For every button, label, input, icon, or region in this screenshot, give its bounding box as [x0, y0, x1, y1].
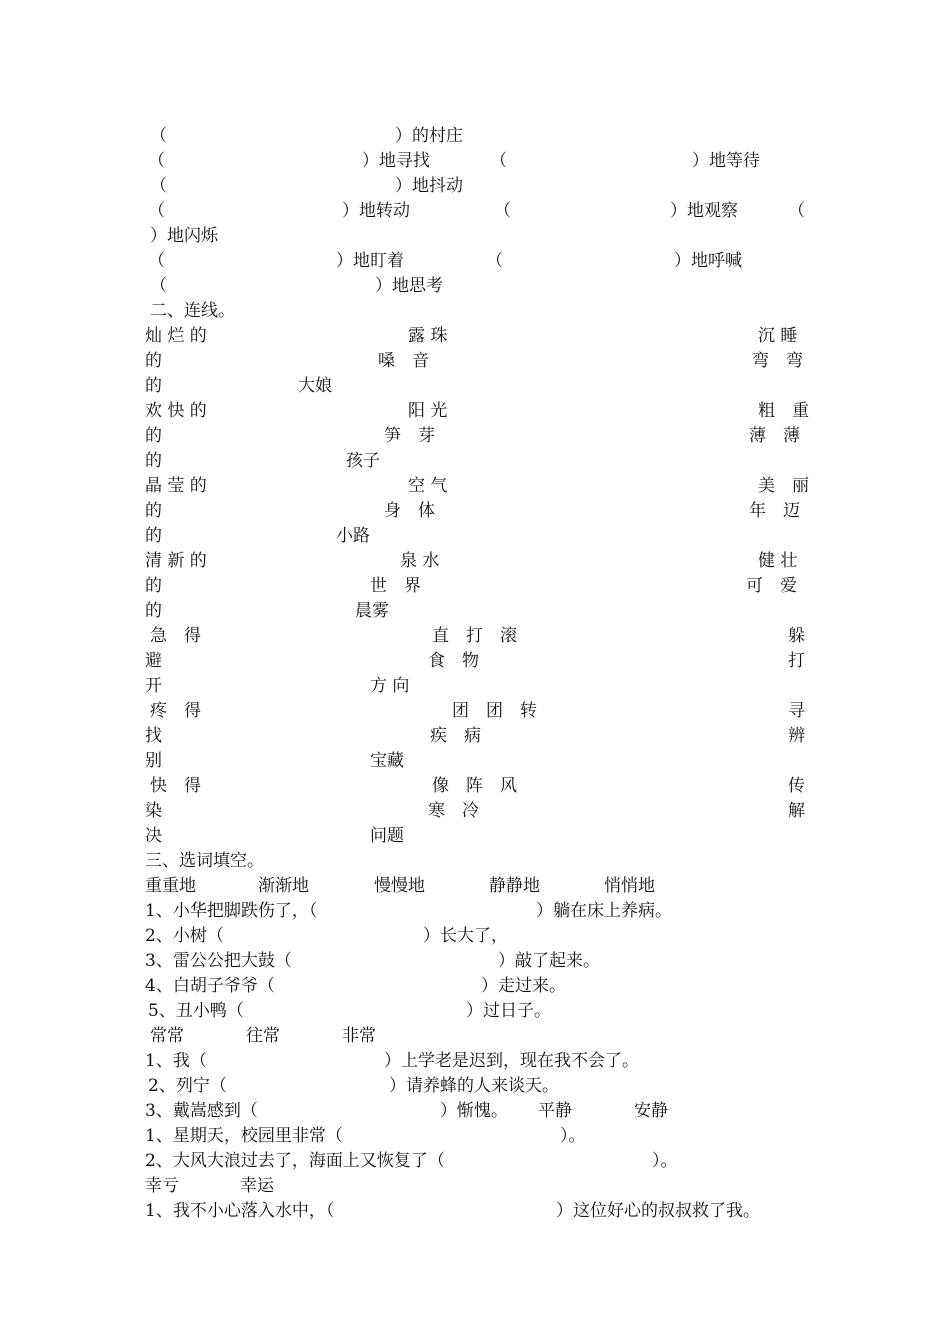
- match-left-item: 欢 快 的: [145, 401, 207, 421]
- section-heading: 三、选词填空。: [145, 851, 264, 871]
- match-middle-item: 露 珠: [408, 326, 448, 346]
- match-right-item: 粗 重: [758, 401, 809, 421]
- word-choice: 平静: [538, 1101, 572, 1121]
- fill-blank-open: （: [148, 201, 165, 221]
- match-left-item: 灿 烂 的: [145, 326, 207, 346]
- match-middle-item: 食 物: [428, 651, 479, 671]
- sentence-start: 1、我不小心落入水中，（: [145, 1201, 335, 1221]
- sentence-start: 1、我（: [145, 1051, 207, 1071]
- fill-blank-open: （: [150, 176, 167, 196]
- match-right-item: 薄 薄: [749, 426, 800, 446]
- sentence-start: 2、列宁（: [148, 1076, 227, 1096]
- fill-blank-open: （: [486, 251, 503, 271]
- fill-blank-close: ）地观察: [670, 201, 738, 221]
- match-left-item: 快 得: [150, 776, 201, 796]
- fill-blank-open: （: [148, 151, 165, 171]
- word-choice: 慢慢地: [374, 876, 425, 896]
- match-left-item: 的: [145, 576, 162, 596]
- match-middle-item: 团 团 转: [452, 701, 537, 721]
- fill-blank-open: （: [150, 126, 167, 146]
- section-heading: 二、连线。: [150, 301, 235, 321]
- match-middle-item: 晨雾: [355, 601, 389, 621]
- match-right-item: 传: [788, 776, 805, 796]
- sentence-end: ）惭愧。: [440, 1101, 508, 1121]
- match-left-item: 避: [145, 651, 162, 671]
- match-left-item: 找: [145, 726, 162, 746]
- fill-blank-close: ）的村庄: [395, 126, 463, 146]
- sentence-end: ）躺在床上养病。: [536, 901, 672, 921]
- match-left-item: 开: [145, 676, 162, 696]
- fill-blank-close: ）地呼喊: [674, 251, 742, 271]
- fill-blank-close: ）地思考: [375, 276, 443, 296]
- match-right-item: 辨: [788, 726, 805, 746]
- match-left-item: 急 得: [150, 626, 201, 646]
- match-left-item: 的: [145, 501, 162, 521]
- sentence-start: 2、大风大浪过去了，海面上又恢复了（: [145, 1151, 445, 1171]
- match-left-item: 的: [145, 376, 162, 396]
- word-choice: 悄悄地: [604, 876, 655, 896]
- word-choice: 幸亏: [145, 1176, 179, 1196]
- match-left-item: 决: [145, 826, 162, 846]
- sentence-end: ）。: [560, 1126, 586, 1146]
- match-right-item: 沉 睡: [758, 326, 798, 346]
- word-choice: 渐渐地: [258, 876, 309, 896]
- word-choice: 往常: [246, 1026, 280, 1046]
- sentence-end: ）过日子。: [466, 1001, 551, 1021]
- match-right-item: 可 爱: [746, 576, 797, 596]
- sentence-end: ）敲了起来。: [498, 951, 600, 971]
- match-middle-item: 方 向: [370, 676, 410, 696]
- match-right-item: 健 壮: [758, 551, 798, 571]
- match-left-item: 疼 得: [150, 701, 201, 721]
- match-left-item: 的: [145, 451, 162, 471]
- sentence-start: 1、小华把脚跌伤了，（: [145, 901, 318, 921]
- word-choice: 安静: [634, 1101, 668, 1121]
- sentence-start: 3、雷公公把大鼓（: [145, 951, 292, 971]
- fill-blank-open: （: [148, 251, 165, 271]
- word-choice: 非常: [342, 1026, 376, 1046]
- fill-blank-close: ）地闪烁: [150, 226, 218, 246]
- match-middle-item: 宝藏: [370, 751, 404, 771]
- match-middle-item: 空 气: [408, 476, 448, 496]
- match-middle-item: 阳 光: [408, 401, 448, 421]
- fill-blank-open: （: [788, 201, 805, 221]
- fill-blank-close: ）地等待: [692, 151, 760, 171]
- match-left-item: 清 新 的: [145, 551, 207, 571]
- sentence-end: ）走过来。: [481, 976, 566, 996]
- match-left-item: 的: [145, 526, 162, 546]
- match-middle-item: 直 打 滚: [432, 626, 517, 646]
- sentence-end: ）请养蜂的人来谈天。: [389, 1076, 559, 1096]
- match-left-item: 的: [145, 351, 162, 371]
- sentence-start: 4、白胡子爷爷（: [145, 976, 275, 996]
- match-right-item: 解: [788, 801, 805, 821]
- sentence-end: ）上学老是迟到，现在我不会了。: [384, 1051, 639, 1071]
- match-middle-item: 笋 芽: [384, 426, 435, 446]
- word-choice: 静静地: [489, 876, 540, 896]
- word-choice: 常常: [150, 1026, 184, 1046]
- fill-blank-open: （: [494, 201, 511, 221]
- sentence-start: 5、丑小鸭（: [148, 1001, 244, 1021]
- fill-blank-close: ）地盯着: [336, 251, 404, 271]
- word-choice: 重重地: [145, 876, 196, 896]
- match-left-item: 晶 莹 的: [145, 476, 207, 496]
- match-right-item: 弯 弯: [752, 351, 803, 371]
- word-choice: 幸运: [240, 1176, 274, 1196]
- match-middle-item: 像 阵 风: [432, 776, 517, 796]
- match-middle-item: 疾 病: [430, 726, 481, 746]
- sentence-start: 1、星期天，校园里非常（: [145, 1126, 343, 1146]
- fill-blank-close: ）地抖动: [395, 176, 463, 196]
- match-right-item: 躲: [788, 626, 805, 646]
- match-middle-item: 问题: [370, 826, 404, 846]
- match-middle-item: 身 体: [384, 501, 435, 521]
- match-left-item: 的: [145, 601, 162, 621]
- match-right-item: 年 迈: [749, 501, 800, 521]
- sentence-start: 2、小树（: [145, 926, 224, 946]
- fill-blank-close: ）地转动: [342, 201, 410, 221]
- match-middle-item: 孩子: [346, 451, 380, 471]
- match-right-item: 打: [788, 651, 805, 671]
- match-middle-item: 世 界: [370, 576, 421, 596]
- match-left-item: 染: [145, 801, 162, 821]
- match-right-item: 寻: [788, 701, 805, 721]
- sentence-end: ）。: [652, 1151, 678, 1171]
- sentence-end: ）长大了，: [423, 926, 508, 946]
- match-left-item: 别: [145, 751, 162, 771]
- match-middle-item: 小路: [336, 526, 370, 546]
- fill-blank-open: （: [490, 151, 507, 171]
- match-right-item: 美 丽: [758, 476, 809, 496]
- sentence-end: ）这位好心的叔叔救了我。: [556, 1201, 760, 1221]
- match-middle-item: 寒 冷: [428, 801, 479, 821]
- sentence-start: 3、戴嵩感到（: [145, 1101, 258, 1121]
- match-left-item: 的: [145, 426, 162, 446]
- fill-blank-close: ）地寻找: [362, 151, 430, 171]
- match-middle-item: 大娘: [298, 376, 332, 396]
- match-middle-item: 泉 水: [400, 551, 440, 571]
- fill-blank-open: （: [150, 276, 167, 296]
- match-middle-item: 嗓 音: [378, 351, 429, 371]
